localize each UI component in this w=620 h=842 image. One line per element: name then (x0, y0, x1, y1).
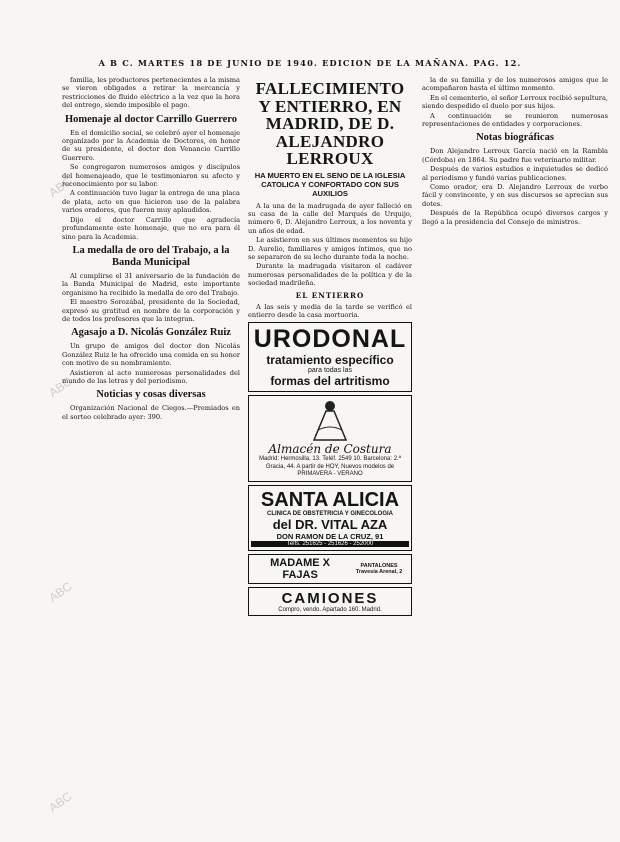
paragraph: Organización Nacional de Ciegos.—Premiados en el sorteo celebrado ayer: 390. (62, 404, 240, 421)
ad-costura (248, 395, 412, 482)
dress-illustration (300, 398, 360, 442)
ad-santa-alicia-line1: CLINICA DE OBSTETRICIA Y GINECOLOGIA (266, 510, 393, 517)
ad-costura-brand: Almacén de Costura (268, 442, 392, 457)
paragraph: El maestro Sorozábal, presidente de la Sociedad, expresó su gratitud en nombre de la corporación y de todos los profesores que la integran. (62, 298, 240, 323)
ad-madame-x (248, 554, 412, 584)
paragraph: A continuación tuvo lugar la entrega de una placa de plata, acto en que hicieron uso de la palabra varios oradores, que fueron muy aplaudidos. (62, 189, 240, 215)
paragraph: Al cumplirse el 31 aniversario de la fundación de la Banda Municipal de Madrid, este importante organismo ha recibido la medalla de oro del Trabajo. (62, 271, 240, 297)
ad-camiones-text: Compro, vendo. Apartado 160. Madrid. (278, 606, 382, 613)
ad-costura-text: Madrid: Hermosilla, 13. Teléf. 2549 10. Barcelona: 2.ª Gracia, 44. A partir de HOY, Nuevos modelos de PRIMAVERA - VERANO (259, 456, 401, 478)
paragraph: A las seis y media de la tarde se verificó el entierro desde la casa mortuoria. (248, 302, 412, 319)
headline-agasajo: Agasajo a D. Nicolás González Ruiz (71, 327, 231, 339)
ad-urodonal-line2: para todas las (308, 367, 352, 375)
headline-noticias: Noticias y cosas diversas (96, 389, 206, 401)
paragraph: En el cementerio, el señor Lerroux recibió sepultura, siendo despedido el duelo por sus hijos. (422, 93, 608, 111)
paragraph: Dijo el doctor Carrillo que agradecía profundamente este homenaje, que no era para él sino para la Academia. (62, 215, 240, 241)
paragraph: En el domicilio social, se celebró ayer el homenaje organizado por la Academia de Doctores, en honor de su presidente, el doctor don Venancio Carrillo Guerrero. (62, 128, 240, 162)
paragraph: Después de la República ocupó diversos cargos y llegó a la presidencia del Consejo de ministros. (422, 209, 608, 226)
subheadline-lerroux: HA MUERTO EN EL SENO DE LA IGLESIA CATOLICA Y CONFORTADO CON SUS AUXILIOS (254, 170, 406, 198)
paragraph: Le asistieron en sus últimos momentos su hijo D. Aurelio, familiares y amigos íntimos, que no se separaron de su lecho durante toda la noche. (248, 236, 412, 261)
ad-santa-alicia-line4: Telfs. 251625 - 251626 - 252000 (251, 541, 409, 547)
paragraph: familia, les productores pertenecientes a la misma se vieron obligados a retirar la mercancía y restricciones de fluido eléctrico a la vez que la hora del entrego, siendo imposible el pago. (62, 76, 240, 110)
paragraph: Asistieron al acto numerosas personalidades del mundo de las letras y del periodismo. (62, 368, 240, 385)
paragraph: A continuación se reunieron numerosas representaciones de entidades y corporaciones. (422, 111, 608, 129)
ad-camiones-brand: CAMIONES (281, 589, 379, 607)
paragraph: Se congregaron numerosos amigos y discípulos del homenajeado, que le testimoniaron su afecto y reconocimiento por su labor. (62, 163, 240, 189)
headline-homenaje: Homenaje al doctor Carrillo Guerrero (64, 113, 238, 125)
column-center (248, 76, 412, 824)
page-header: A B C. MARTES 18 DE JUNIO DE 1940. EDICION DE LA MAÑANA. PAG. 12. (98, 58, 522, 68)
paragraph: Durante la madrugada visitaron el cadáver numerosas personalidades de la política y de la sociedad madrileña. (248, 262, 412, 288)
ad-urodonal-line1: tratamiento específico (266, 353, 394, 368)
paragraph: Don Alejandro Lerroux García nació en la Rambla (Córdoba) en 1864. Su padre fue veterinario militar. (422, 147, 608, 164)
ad-santa-alicia-line3: DON RAMON DE LA CRUZ, 91 (276, 531, 384, 541)
watermark: ABC (46, 579, 75, 605)
paragraph: Un grupo de amigos del doctor don Nicolás González Ruiz le ha ofrecido una comida en su honor con motivo de su nombramiento. (62, 342, 240, 368)
ad-camiones (248, 587, 412, 616)
paragraph: A la una de la madrugada de ayer falleció en su casa de la calle del Marqués de Urquijo, número 6, D. Alejandro Lerroux, a los noventa y un años de edad. (248, 201, 412, 235)
ad-santa-alicia (248, 485, 412, 551)
headline-medalla: La medalla de oro del Trabajo, a la Banda Municipal (72, 244, 230, 268)
paragraph: la de su familia y de los numerosos amigos que le acompañaron hasta el último momento. (422, 76, 608, 93)
ad-madame-x-brand: MADAME X FAJAS (270, 556, 331, 581)
column-right (422, 76, 608, 824)
ad-urodonal-line3: formas del artritismo (270, 374, 390, 389)
headline-notas: Notas biográficas (476, 132, 554, 144)
ad-santa-alicia-line2: del DR. VITAL AZA (272, 516, 388, 532)
ad-santa-alicia-brand: SANTA ALICIA (260, 488, 400, 511)
watermark: ABC (46, 374, 75, 400)
ad-urodonal-brand: URODONAL (253, 325, 407, 354)
column-left (62, 76, 240, 824)
section-entierro: EL ENTIERRO (295, 290, 365, 300)
ad-madame-x-extra: PANTALONES Travesía Arenal, 2 (355, 562, 403, 575)
paragraph: Como orador, era D. Alejandro Lerroux de verbo fácil y convincente, y en sus discursos se aprecian sus dotes. (422, 183, 608, 208)
paragraph: Después de varios estudios e inquietudes se dedicó al periodismo y fundó varias publicaciones. (422, 165, 608, 182)
headline-lerroux: FALLECIMIENTO Y ENTIERRO, EN MADRID, DE D. ALEJANDRO LERROUX (255, 79, 405, 168)
watermark: ABC (46, 174, 75, 200)
watermark: ABC (46, 789, 75, 815)
ad-urodonal (248, 322, 412, 392)
